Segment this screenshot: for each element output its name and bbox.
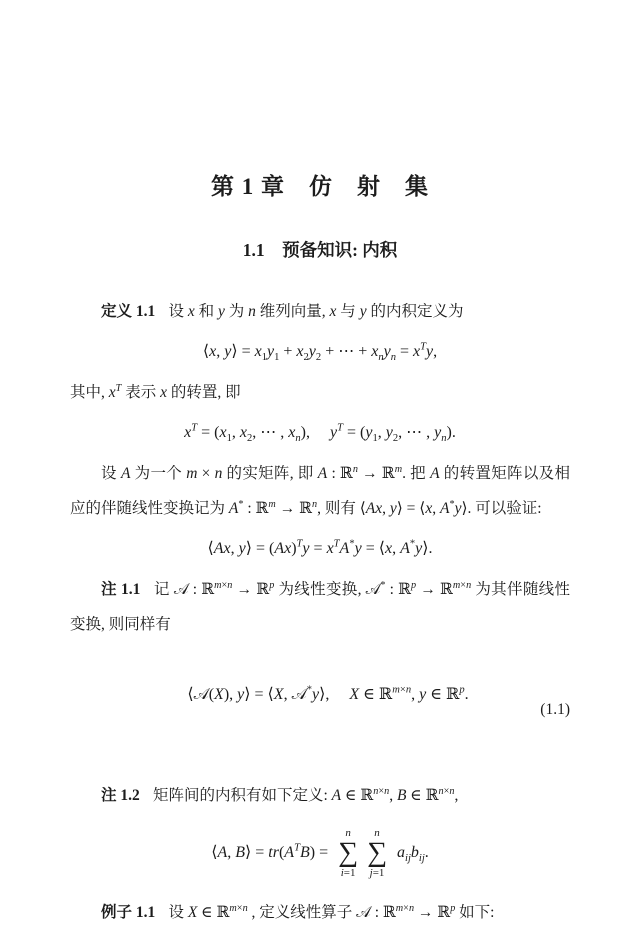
note-1-2-label: 注 1.2 xyxy=(101,787,140,804)
note-1-2-paragraph xyxy=(70,778,570,813)
trace-inner-product-formula xyxy=(70,827,570,879)
example-1-1-paragraph xyxy=(70,895,570,930)
example-1-1-text: 设 X ∈ ℝ$^{m\times n}$ , 定义线性算子 𝒜 : ℝ$^{m\times n}$ → ℝ$^p$ 如下: xyxy=(168,902,495,921)
summation-over-i xyxy=(338,827,358,879)
note-1-2-text: 矩阵间的内积有如下定义: A ∈ ℝ$^{n\times n}$, B ∈ ℝ$^{n\times n}$, xyxy=(152,785,459,804)
equation-1-1-number: (1.1) xyxy=(540,701,570,718)
section-title: 1.1 预备知识: 内积 xyxy=(242,240,398,260)
note-1-1-text: 记 𝒜 : ℝ$^{m\times n}$ → ℝ$^p$ 为线性变换, 𝒜* : ℝ$^p$ → ℝ$^{m\times n}$ 为其伴随线性变换, 则同样有 xyxy=(70,579,570,633)
equation-1-1-row xyxy=(70,650,570,770)
adjoint-text: 设 A 为一个 m × n 的实矩阵, 即 A : ℝ$^n$ → ℝ$^m$. 把 A 的转置矩阵以及相应的伴随线性变换记为 A* : ℝ$^m$ → ℝ$^n$, 则有 ⟨Ax, y⟩ = ⟨x, A*y⟩. 可以验证: xyxy=(70,463,570,517)
chapter-title: 第 1 章 仿 射 集 xyxy=(211,174,429,199)
sum-i-upper-limit: n xyxy=(345,827,351,839)
sigma-symbol-j: ∑ xyxy=(367,837,388,868)
note-1-1-label: 注 1.1 xyxy=(101,581,141,598)
transpose-text: 其中, $x^T$ 表示 x 的转置, 即 xyxy=(70,382,241,401)
definition-1-1-paragraph xyxy=(70,294,570,329)
trace-formula-lhs: ⟨A, B⟩ = $tr(A^TB)$ = xyxy=(211,842,333,861)
transpose-formula: $x^T = (x_1$, $x_2$, ⋯ , $x_n$), $y^T = (y_1$, $y_2$, ⋯ , $y_n$). xyxy=(184,422,456,445)
definition-1-1-label: 定义 1.1 xyxy=(101,303,156,320)
definition-1-1-text: 设 x 和 y 为 n 维列向量, x 与 y 的内积定义为 xyxy=(168,303,464,320)
sum-i-lower-limit: i=1 xyxy=(340,867,356,879)
summation-over-j xyxy=(367,827,387,879)
sum-j-lower-limit: j=1 xyxy=(369,867,385,879)
inner-product-formula: ⟨x, y⟩ = $x_1y_1 + x_2y_2$ + ⋯ + $x_ny_n = x^Ty$, xyxy=(202,341,438,364)
trace-formula-rhs: $a_{ij}b_{ij}$. xyxy=(397,844,429,865)
transpose-paragraph xyxy=(70,375,570,410)
example-1-1-label: 例子 1.1 xyxy=(101,904,156,921)
adjoint-paragraph xyxy=(70,456,570,526)
sum-j-upper-limit: n xyxy=(374,827,380,839)
adjoint-formula: ⟨Ax, y⟩ = $(Ax)^Ty = x^TA^*y$ = ⟨x, A*y⟩. xyxy=(207,538,433,557)
sigma-symbol-i: ∑ xyxy=(338,837,359,868)
equation-1-1: ⟨𝒜(X), y⟩ = ⟨X, 𝒜*y⟩, X ∈ ℝ$^{m\times n}$, y ∈ ℝ$^p$. xyxy=(187,684,469,703)
note-1-1-paragraph xyxy=(70,572,570,642)
